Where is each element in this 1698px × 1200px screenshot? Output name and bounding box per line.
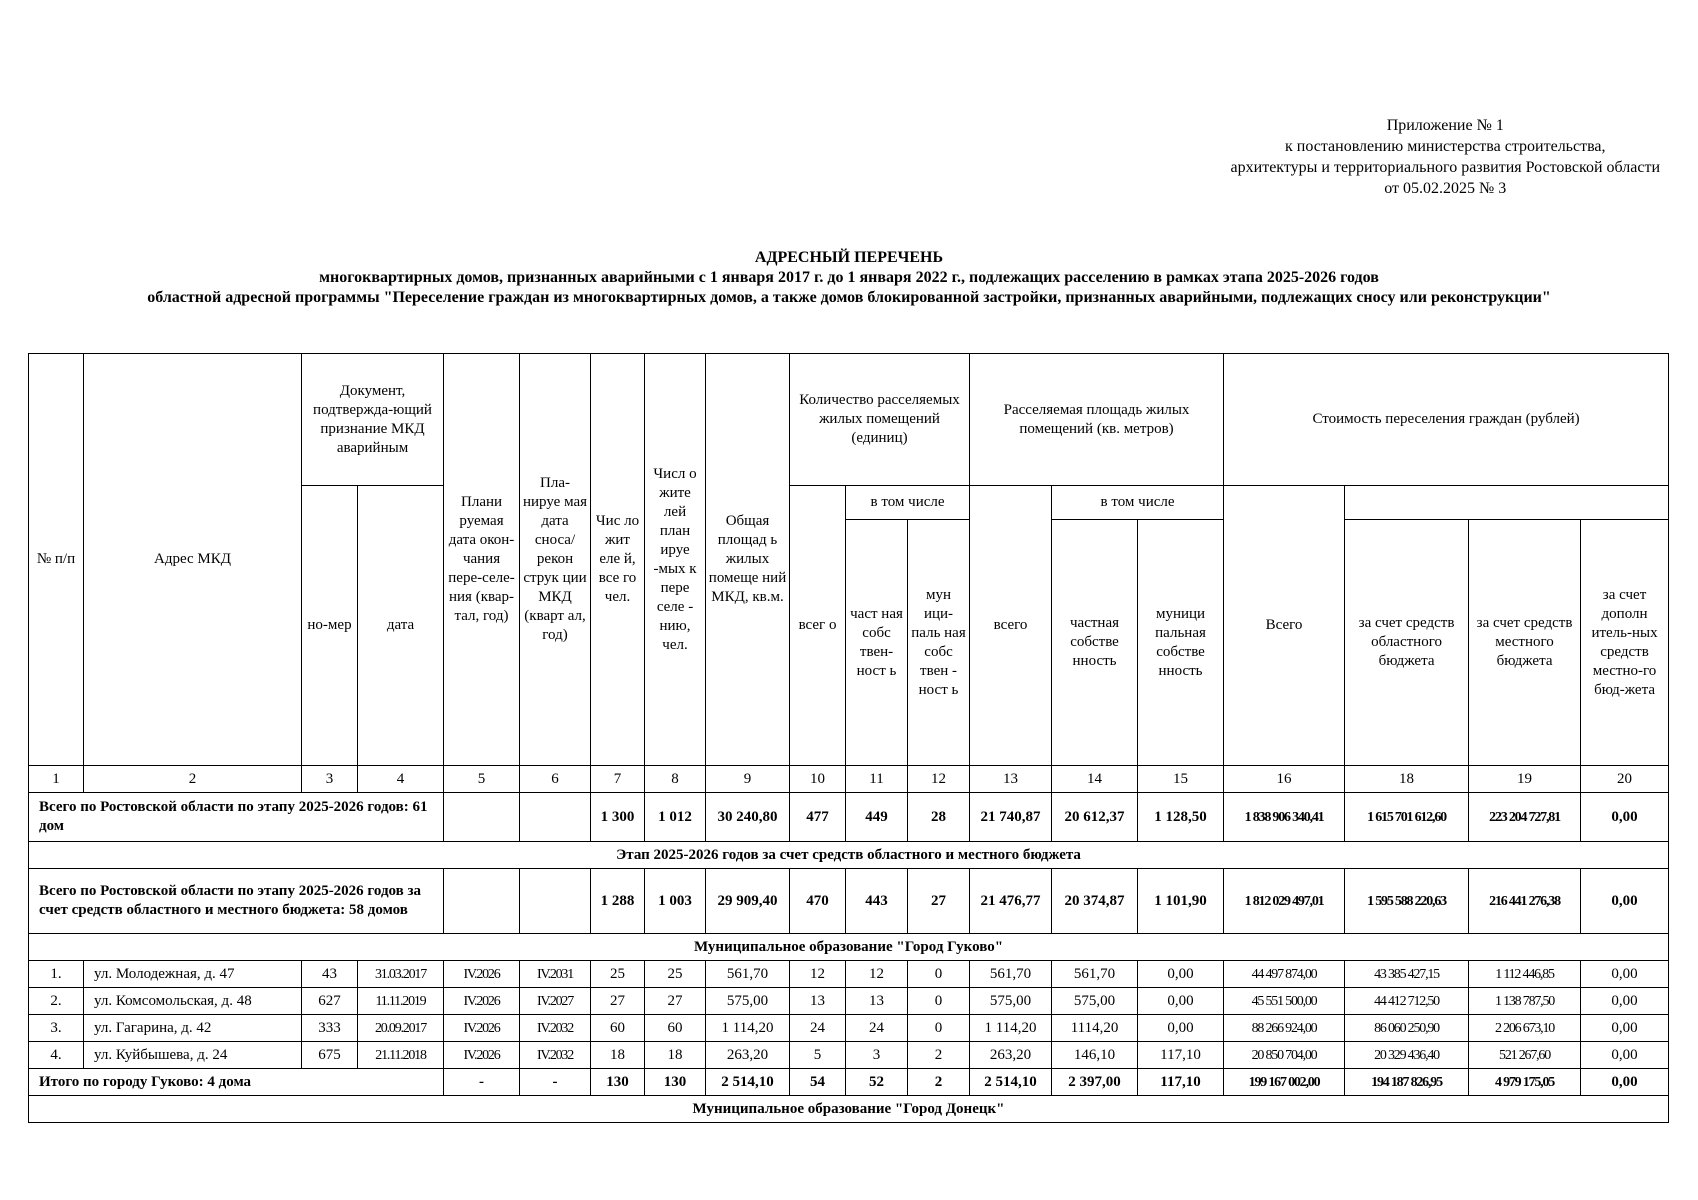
column-number: 5 <box>444 766 520 793</box>
column-number: 15 <box>1138 766 1224 793</box>
summary-value: 1 012 <box>645 793 706 842</box>
row-count-total: 24 <box>790 1015 846 1042</box>
row-count-total: 5 <box>790 1042 846 1069</box>
municipality-donetsk-header: Муниципальное образование "Город Донецк" <box>29 1096 1669 1123</box>
row-planned-demolition: IV.2031 <box>520 961 591 988</box>
appendix-header <box>1231 115 1660 199</box>
header-count-municipal: мун ици-паль ная собс твен - ност ь <box>908 520 970 766</box>
summary-value: 1 003 <box>645 869 706 934</box>
summary-value: 194 187 826,95 <box>1345 1069 1469 1096</box>
column-number: 8 <box>645 766 706 793</box>
municipality-gukovo-header: Муниципальное образование "Город Гуково" <box>29 934 1669 961</box>
row-count-total: 12 <box>790 961 846 988</box>
summary-value: 1 300 <box>591 793 645 842</box>
row-area-municipal: 0,00 <box>1138 988 1224 1015</box>
header-doc-number: но-мер <box>302 486 358 766</box>
total-row-blank <box>520 793 591 842</box>
appendix-line-2: к постановлению министерства строительства, <box>1285 138 1606 155</box>
summary-value: 216 441 276,38 <box>1469 869 1581 934</box>
row-count-private: 24 <box>846 1015 908 1042</box>
header-area-including: в том числе <box>1052 486 1224 520</box>
summary-value: 223 204 727,81 <box>1469 793 1581 842</box>
row-cost-regional: 43 385 427,15 <box>1345 961 1469 988</box>
row-num: 3. <box>29 1015 84 1042</box>
row-count-private: 12 <box>846 961 908 988</box>
document-title <box>0 248 1698 308</box>
row-area-municipal: 0,00 <box>1138 1015 1224 1042</box>
row-num: 1. <box>29 961 84 988</box>
summary-value: 27 <box>908 869 970 934</box>
header-count-private: част ная собс твен-ност ь <box>846 520 908 766</box>
header-area-total: всего <box>970 486 1052 766</box>
row-doc-number: 43 <box>302 961 358 988</box>
row-area-total: 575,00 <box>970 988 1052 1015</box>
row-cost-total: 88 266 924,00 <box>1224 1015 1345 1042</box>
header-residents-planned: Числ о жите лей план ируе -мых к пере селе - нию, чел. <box>645 354 706 766</box>
row-count-municipal: 0 <box>908 988 970 1015</box>
summary-value: 54 <box>790 1069 846 1096</box>
header-cost-additional: за счет дополн итель-ных средств местно-го бюд-жета <box>1581 520 1669 766</box>
row-planned-end: IV.2026 <box>444 1042 520 1069</box>
table-row <box>29 961 1669 988</box>
row-cost-local: 1 112 446,85 <box>1469 961 1581 988</box>
row-cost-total: 44 497 874,00 <box>1224 961 1345 988</box>
column-number: 6 <box>520 766 591 793</box>
row-residents-planned: 18 <box>645 1042 706 1069</box>
row-residents-total: 18 <box>591 1042 645 1069</box>
row-area-private: 1114,20 <box>1052 1015 1138 1042</box>
row-cost-local: 521 267,60 <box>1469 1042 1581 1069</box>
column-number: 18 <box>1345 766 1469 793</box>
column-number: 14 <box>1052 766 1138 793</box>
row-doc-number: 675 <box>302 1042 358 1069</box>
column-number: 7 <box>591 766 645 793</box>
summary-value: 1 101,90 <box>1138 869 1224 934</box>
row-planned-end: IV.2026 <box>444 988 520 1015</box>
table-row <box>29 1042 1669 1069</box>
row-cost-regional: 86 060 250,90 <box>1345 1015 1469 1042</box>
appendix-line-1: Приложение № 1 <box>1386 117 1504 134</box>
title-line-3: областной адресной программы "Переселение граждан из многоквартирных домов, а также домов блокированной застройки, признанных аварийными, подлежащих сносу или реконструкции" <box>147 289 1551 306</box>
address-list-table <box>28 353 1669 1123</box>
row-planned-demolition: IV.2032 <box>520 1015 591 1042</box>
header-area-municipal: муници пальная собстве нность <box>1138 520 1224 766</box>
row-residents-planned: 60 <box>645 1015 706 1042</box>
column-number-row <box>29 766 1669 793</box>
summary-value: 477 <box>790 793 846 842</box>
row-total-area: 561,70 <box>706 961 790 988</box>
table-row <box>29 988 1669 1015</box>
column-number: 19 <box>1469 766 1581 793</box>
column-number: 12 <box>908 766 970 793</box>
row-cost-additional: 0,00 <box>1581 988 1669 1015</box>
row-address: ул. Комсомольская, д. 48 <box>84 988 302 1015</box>
summary-value: 28 <box>908 793 970 842</box>
row-planned-demolition: IV.2032 <box>520 1042 591 1069</box>
summary-value: 0,00 <box>1581 793 1669 842</box>
summary-value: 199 167 002,00 <box>1224 1069 1345 1096</box>
row-cost-additional: 0,00 <box>1581 961 1669 988</box>
row-doc-number: 333 <box>302 1015 358 1042</box>
summary-value: 4 979 175,05 <box>1469 1069 1581 1096</box>
row-cost-local: 2 206 673,10 <box>1469 1015 1581 1042</box>
summary-value: 1 838 906 340,41 <box>1224 793 1345 842</box>
row-address: ул. Гагарина, д. 42 <box>84 1015 302 1042</box>
appendix-line-4: от 05.02.2025 № 3 <box>1384 180 1507 197</box>
row-area-private: 561,70 <box>1052 961 1138 988</box>
column-number: 1 <box>29 766 84 793</box>
summary-value: 449 <box>846 793 908 842</box>
header-planned-demolition: Пла-нируе мая дата сноса/ рекон струк ции МКД (кварт ал, год) <box>520 354 591 766</box>
column-number: 13 <box>970 766 1052 793</box>
row-planned-end: IV.2026 <box>444 961 520 988</box>
row-residents-total: 25 <box>591 961 645 988</box>
summary-value: 130 <box>591 1069 645 1096</box>
itog-row-dash: - <box>520 1069 591 1096</box>
summary-value: 1 615 701 612,60 <box>1345 793 1469 842</box>
column-number: 11 <box>846 766 908 793</box>
total-row <box>29 793 1669 842</box>
row-cost-additional: 0,00 <box>1581 1015 1669 1042</box>
row-total-area: 263,20 <box>706 1042 790 1069</box>
header-count-group: Количество расселяемых жилых помещений (единиц) <box>790 354 970 486</box>
summary-value: 130 <box>645 1069 706 1096</box>
summary-value: 20 612,37 <box>1052 793 1138 842</box>
row-residents-total: 60 <box>591 1015 645 1042</box>
summary-value: 1 595 588 220,63 <box>1345 869 1469 934</box>
column-number: 20 <box>1581 766 1669 793</box>
total-row-blank <box>444 793 520 842</box>
total-row-label: Всего по Ростовской области по этапу 2025-2026 годов: 61 дом <box>29 793 444 842</box>
stage-total-blank <box>444 869 520 934</box>
header-document: Документ, подтвержда-ющий признание МКД аварийным <box>302 354 444 486</box>
row-num: 2. <box>29 988 84 1015</box>
stage-total-label: Всего по Ростовской области по этапу 2025-2026 годов за счет средств областного и местного бюджета: 58 домов <box>29 869 444 934</box>
row-count-municipal: 2 <box>908 1042 970 1069</box>
stage-total-blank <box>520 869 591 934</box>
summary-value: 29 909,40 <box>706 869 790 934</box>
summary-value: 52 <box>846 1069 908 1096</box>
row-count-municipal: 0 <box>908 1015 970 1042</box>
row-planned-end: IV.2026 <box>444 1015 520 1042</box>
row-area-total: 561,70 <box>970 961 1052 988</box>
row-cost-total: 45 551 500,00 <box>1224 988 1345 1015</box>
header-area-private: частная собстве нность <box>1052 520 1138 766</box>
title-line-2: многоквартирных домов, признанных аварийными с 1 января 2017 г. до 1 января 2022 г., подлежащих расселению в рамках этапа 2025-2026 годов <box>319 269 1379 286</box>
row-planned-demolition: IV.2027 <box>520 988 591 1015</box>
row-area-private: 575,00 <box>1052 988 1138 1015</box>
title-line-1: АДРЕСНЫЙ ПЕРЕЧЕНЬ <box>754 249 944 266</box>
header-cost-total: Всего <box>1224 486 1345 766</box>
row-count-private: 3 <box>846 1042 908 1069</box>
header-cost-including-blank <box>1345 486 1669 520</box>
row-residents-total: 27 <box>591 988 645 1015</box>
row-cost-local: 1 138 787,50 <box>1469 988 1581 1015</box>
header-address: Адрес МКД <box>84 354 302 766</box>
row-area-private: 146,10 <box>1052 1042 1138 1069</box>
row-cost-regional: 20 329 436,40 <box>1345 1042 1469 1069</box>
header-residents-total: Чис ло жит еле й, все го чел. <box>591 354 645 766</box>
appendix-line-3: архитектуры и территориального развития Ростовской области <box>1230 159 1660 176</box>
summary-value: 21 740,87 <box>970 793 1052 842</box>
summary-value: 117,10 <box>1138 1069 1224 1096</box>
column-number: 4 <box>358 766 444 793</box>
row-address: ул. Куйбышева, д. 24 <box>84 1042 302 1069</box>
column-number: 3 <box>302 766 358 793</box>
row-total-area: 575,00 <box>706 988 790 1015</box>
row-doc-date: 20.09.2017 <box>358 1015 444 1042</box>
row-area-municipal: 0,00 <box>1138 961 1224 988</box>
row-num: 4. <box>29 1042 84 1069</box>
row-area-municipal: 117,10 <box>1138 1042 1224 1069</box>
summary-value: 443 <box>846 869 908 934</box>
row-address: ул. Молодежная, д. 47 <box>84 961 302 988</box>
header-total-area: Общая площад ь жилых помеще ний МКД, кв.м. <box>706 354 790 766</box>
header-area-group: Расселяемая площадь жилых помещений (кв. метров) <box>970 354 1224 486</box>
row-area-total: 1 114,20 <box>970 1015 1052 1042</box>
summary-value: 470 <box>790 869 846 934</box>
summary-value: 21 476,77 <box>970 869 1052 934</box>
header-doc-date: дата <box>358 486 444 766</box>
header-cost-group: Стоимость переселения граждан (рублей) <box>1224 354 1669 486</box>
row-count-total: 13 <box>790 988 846 1015</box>
row-doc-date: 21.11.2018 <box>358 1042 444 1069</box>
summary-value: 2 514,10 <box>970 1069 1052 1096</box>
row-residents-planned: 25 <box>645 961 706 988</box>
row-cost-regional: 44 412 712,50 <box>1345 988 1469 1015</box>
column-number: 9 <box>706 766 790 793</box>
summary-value: 0,00 <box>1581 1069 1669 1096</box>
summary-value: 2 397,00 <box>1052 1069 1138 1096</box>
itog-row-label: Итого по городу Гуково: 4 дома <box>29 1069 444 1096</box>
summary-value: 2 514,10 <box>706 1069 790 1096</box>
table-row <box>29 1015 1669 1042</box>
summary-value: 1 812 029 497,01 <box>1224 869 1345 934</box>
summary-value: 0,00 <box>1581 869 1669 934</box>
summary-value: 20 374,87 <box>1052 869 1138 934</box>
stage-total-row <box>29 869 1669 934</box>
row-doc-number: 627 <box>302 988 358 1015</box>
row-cost-total: 20 850 704,00 <box>1224 1042 1345 1069</box>
column-number: 10 <box>790 766 846 793</box>
header-num: № п/п <box>29 354 84 766</box>
itog-row-dash: - <box>444 1069 520 1096</box>
column-number: 16 <box>1224 766 1345 793</box>
header-planned-end: Плани руемая дата окон-чания пере-селе-ния (квар-тал, год) <box>444 354 520 766</box>
header-cost-local: за счет средств местного бюджета <box>1469 520 1581 766</box>
summary-value: 30 240,80 <box>706 793 790 842</box>
row-count-municipal: 0 <box>908 961 970 988</box>
itog-row <box>29 1069 1669 1096</box>
summary-value: 1 128,50 <box>1138 793 1224 842</box>
stage-section-header: Этап 2025-2026 годов за счет средств областного и местного бюджета <box>29 842 1669 869</box>
column-number: 2 <box>84 766 302 793</box>
header-cost-regional: за счет средств областного бюджета <box>1345 520 1469 766</box>
summary-value: 2 <box>908 1069 970 1096</box>
row-doc-date: 11.11.2019 <box>358 988 444 1015</box>
header-count-total: всег о <box>790 486 846 766</box>
row-area-total: 263,20 <box>970 1042 1052 1069</box>
row-cost-additional: 0,00 <box>1581 1042 1669 1069</box>
summary-value: 1 288 <box>591 869 645 934</box>
row-doc-date: 31.03.2017 <box>358 961 444 988</box>
header-count-including: в том числе <box>846 486 970 520</box>
row-residents-planned: 27 <box>645 988 706 1015</box>
row-count-private: 13 <box>846 988 908 1015</box>
row-total-area: 1 114,20 <box>706 1015 790 1042</box>
